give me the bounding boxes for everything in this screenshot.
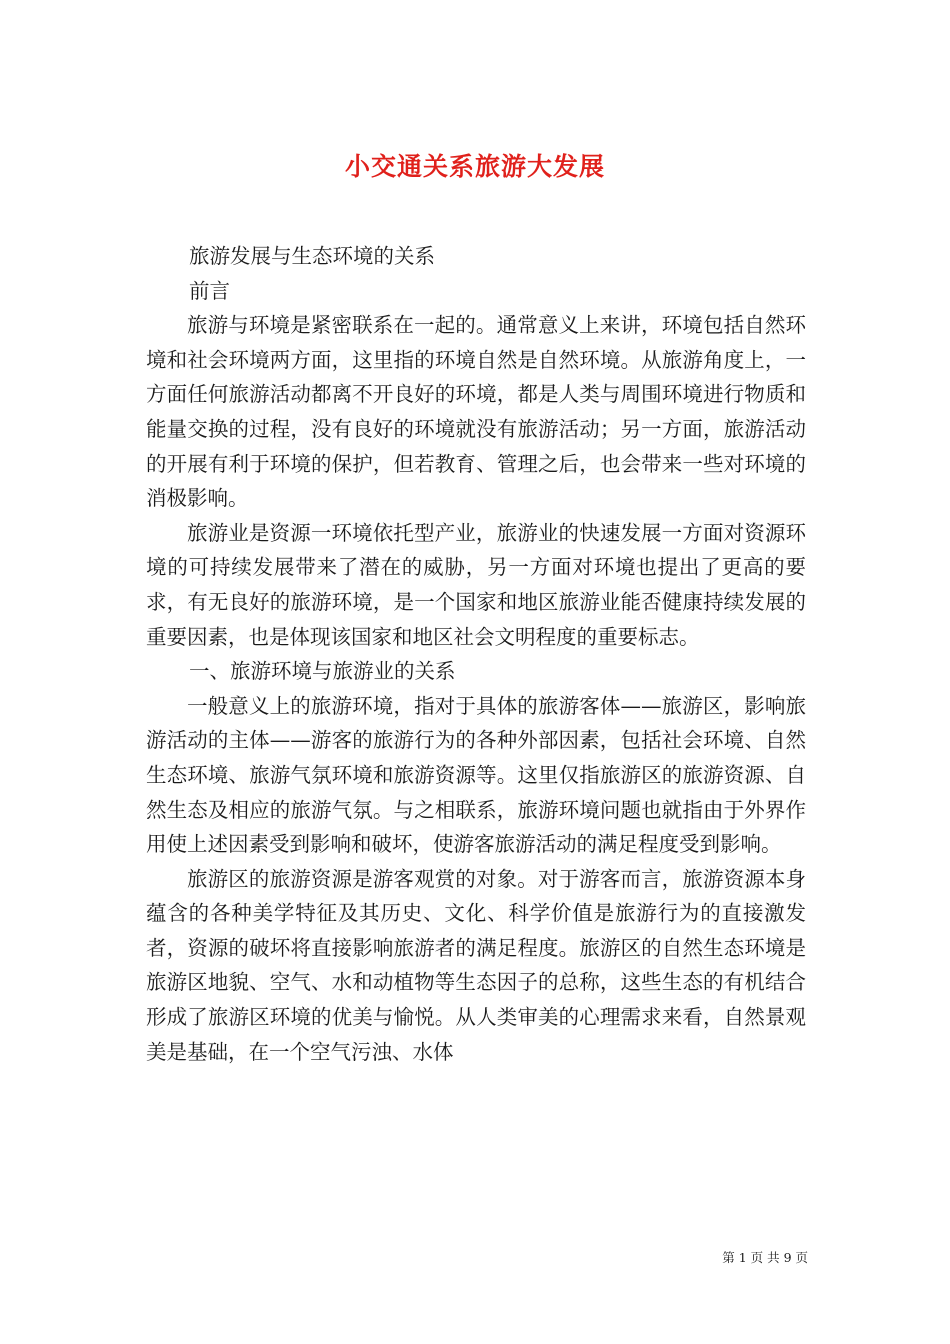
paragraph: 一般意义上的旅游环境，指对于具体的旅游客体——旅游区，影响旅游活动的主体——游客的旅游行为的各种外部因素，包括社会环境、自然生态环境、旅游气氛环境和旅游资源等。这里仅指旅游区的旅游资源、自然生态及相应的旅游气氛。与之相联系，旅游环境问题也就指由于外界作用使上述因素受到影响和破坏，使游客旅游活动的满足程度受到影响。: [146, 693, 806, 857]
subsection-heading: 一、旅游环境与旅游业的关系: [189, 659, 456, 684]
preface-heading: 前言: [189, 278, 231, 303]
page-number: 第 1 页 共 9 页: [722, 1250, 808, 1265]
page-title: 小交通关系旅游大发展: [344, 151, 605, 181]
document-body: [146, 239, 806, 1069]
section-heading: 旅游发展与生态环境的关系: [189, 244, 436, 268]
paragraph: 旅游与环境是紧密联系在一起的。通常意义上来讲，环境包括自然环境和社会环境两方面，这里指的环境自然是自然环境。从旅游角度上，一方面任何旅游活动都离不开良好的环境，都是人类与周围环境进行物质和能量交换的过程，没有良好的环境就没有旅游活动；另一方面，旅游活动的开展有利于环境的保护，但若教育、管理之后，也会带来一些对环境的消极影响。: [146, 313, 806, 511]
paragraph: 旅游区的旅游资源是游客观赏的对象。对于游客而言，旅游资源本身蕴含的各种美学特征及其历史、文化、科学价值是旅游行为的直接激发者，资源的破坏将直接影响旅游者的满足程度。旅游区的自然生态环境是旅游区地貌、空气、水和动植物等生态因子的总称，这些生态的有机结合形成了旅游区环境的优美与愉悦。从人类审美的心理需求来看，自然景观美是基础，在一个空气污浊、水体: [146, 866, 806, 1064]
paragraph: 旅游业是资源一环境依托型产业，旅游业的快速发展一方面对资源环境的可持续发展带来了潜在的威胁，另一方面对环境也提出了更高的要求，有无良好的旅游环境，是一个国家和地区旅游业能否健康持续发展的重要因素，也是体现该国家和地区社会文明程度的重要标志。: [146, 520, 806, 649]
